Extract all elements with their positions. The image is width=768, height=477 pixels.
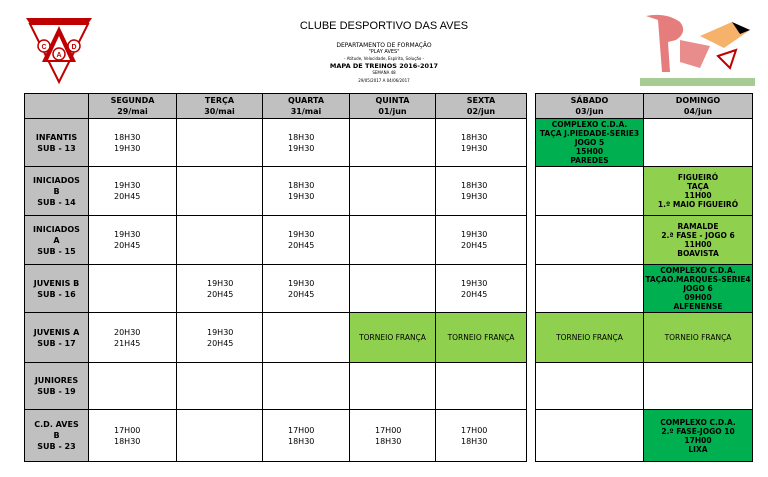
day-header: SÁBADO 03/jun (536, 94, 644, 119)
sunday-cell: RAMALDE 2.ª FASE - JOGO 6 11H00 BOAVISTA (644, 216, 753, 265)
day-header: QUINTA 01/jun (350, 94, 436, 119)
program-name: "PLAY AVES" (368, 49, 400, 55)
schedule-cell (350, 363, 436, 410)
saturday-cell (536, 216, 644, 265)
schedule-cell: 17H00 18H30 (263, 410, 350, 462)
team-row (25, 363, 527, 410)
training-map-title: MAPA DE TREINOS 2016-2017 (329, 62, 439, 70)
schedule-cell (177, 363, 263, 410)
team-row (25, 313, 527, 363)
date-range: 29/05/2017 A 04/06/2017 (358, 78, 410, 83)
saturday-cell: TORNEIO FRANÇA (536, 313, 644, 363)
values-motto: - Atitude, Velocidade, Espírito, Solução - (343, 56, 425, 61)
corner-cell (25, 94, 89, 119)
schedule-cell (350, 167, 436, 216)
team-row (25, 119, 527, 167)
weekend-header-row (536, 94, 753, 119)
schedule-cell (89, 265, 177, 313)
team-row (25, 167, 527, 216)
sunday-cell (644, 363, 753, 410)
team-label: JUNIORES SUB - 19 (25, 363, 89, 410)
schedule-cell (350, 119, 436, 167)
schedule-cell: 18H30 19H30 (263, 119, 350, 167)
svg-text:D: D (71, 44, 77, 51)
schedule-cell (177, 119, 263, 167)
schedule-cell: 19H30 20H45 (263, 216, 350, 265)
weekend-row (536, 167, 753, 216)
club-title: CLUBE DESPORTIVO DAS AVES (299, 20, 469, 32)
schedule-cell: 18H30 19H30 (263, 167, 350, 216)
weekend-row (536, 216, 753, 265)
day-header: SEXTA 02/jun (436, 94, 527, 119)
schedule-cell: 19H30 20H45 (263, 265, 350, 313)
team-label: JUVENIS B SUB - 16 (25, 265, 89, 313)
schedule-cell: TORNEIO FRANÇA (350, 313, 436, 363)
team-row (25, 410, 527, 462)
schedule-cell: 17H00 18H30 (436, 410, 527, 462)
schedule-cell: 19H30 20H45 (436, 216, 527, 265)
saturday-cell (536, 265, 644, 313)
schedule-cell: 18H30 19H30 (436, 167, 527, 216)
svg-text:C: C (41, 44, 47, 51)
schedule-cell (177, 167, 263, 216)
schedule-cell: 19H30 20H45 (177, 313, 263, 363)
weekend-row (536, 313, 753, 363)
sunday-cell (644, 119, 753, 167)
department-title: DEPARTAMENTO DE FORMAÇÃO (336, 42, 432, 49)
sunday-cell: COMPLEXO C.D.A. TAÇAO.MARQUES-SERIE4 JOGO 6 09H00 ALFENENSE (645, 266, 751, 311)
team-label: C.D. AVES B SUB - 23 (25, 410, 89, 462)
weekend-row (536, 265, 753, 313)
saturday-cell: COMPLEXO C.D.A. TAÇA J.PIEDADE-SERIE3 JOGO 5 15H00 PAREDES (536, 119, 644, 167)
schedule-cell (177, 216, 263, 265)
team-label: INICIADOS B SUB - 14 (25, 167, 89, 216)
schedule-cell: 17H00 18H30 (89, 410, 177, 462)
schedule-cell (263, 313, 350, 363)
saturday-cell (536, 167, 644, 216)
weekend-row (536, 410, 753, 462)
weekday-schedule-table (24, 93, 527, 462)
week-number: SEMANA 48 (372, 70, 396, 75)
weekend-row (536, 363, 753, 410)
schedule-cell (436, 363, 527, 410)
day-header: DOMINGO 04/jun (644, 94, 753, 119)
schedule-cell (350, 265, 436, 313)
schedule-cell: 20H30 21H45 (89, 313, 177, 363)
schedule-cell: 18H30 19H30 (89, 119, 177, 167)
svg-text:A: A (56, 52, 62, 59)
weekend-schedule-table (535, 93, 753, 462)
schedule-cell (177, 410, 263, 462)
team-label: INICIADOS A SUB - 15 (25, 216, 89, 265)
schedule-cell: 19H30 20H45 (177, 265, 263, 313)
team-row (25, 265, 527, 313)
team-label: INFANTIS SUB - 13 (25, 119, 89, 167)
schedule-cell: 19H30 20H45 (89, 167, 177, 216)
schedule-cell: 17H00 18H30 (350, 410, 436, 462)
day-header: QUARTA 31/mai (263, 94, 350, 119)
schedule-cell (350, 216, 436, 265)
saturday-cell (536, 410, 644, 462)
weekend-row (536, 119, 753, 167)
day-header: TERÇA 30/mai (177, 94, 263, 119)
day-header: SEGUNDA 29/mai (89, 94, 177, 119)
saturday-cell (536, 363, 644, 410)
sunday-cell: COMPLEXO C.D.A. 2.º FASE-JOGO 10 17H00 LIXA (644, 410, 753, 462)
schedule-cell: 18H30 19H30 (436, 119, 527, 167)
sunday-cell: TORNEIO FRANÇA (644, 313, 753, 363)
schedule-cell: 19H30 20H45 (89, 216, 177, 265)
schedule-cell (263, 363, 350, 410)
schedule-cell: 19H30 20H45 (436, 265, 527, 313)
schedule-cell: TORNEIO FRANÇA (436, 313, 527, 363)
schedule-cell (89, 363, 177, 410)
team-row (25, 216, 527, 265)
team-label: JUVENIS A SUB - 17 (25, 313, 89, 363)
weekday-header-row (25, 94, 527, 119)
sunday-cell: FIGUEIRÓ TAÇA 11H00 1.º MAIO FIGUEIRÓ (644, 167, 753, 216)
